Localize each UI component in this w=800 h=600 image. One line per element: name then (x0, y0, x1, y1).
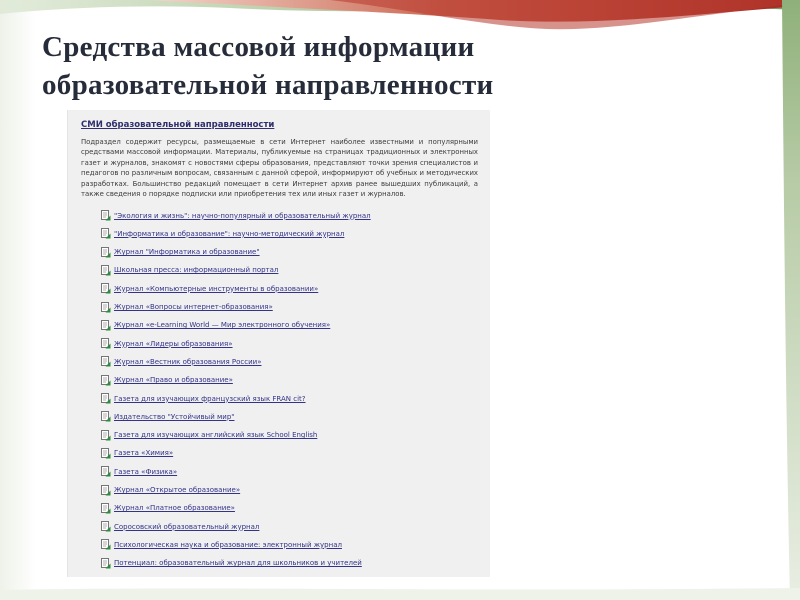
document-icon (100, 485, 111, 496)
document-icon (100, 228, 111, 239)
list-item[interactable] (100, 408, 478, 426)
resource-link[interactable]: Психологическая наука и образование: электронный журнал (114, 540, 342, 549)
document-icon (100, 302, 111, 313)
resource-link[interactable]: Журнал «Вестник образования России» (114, 357, 262, 366)
resource-link-list (81, 206, 478, 572)
resource-link[interactable]: Газета для изучающих английский язык School English (114, 431, 318, 440)
resource-link[interactable]: "Информатика и образование": научно-методический журнал (114, 229, 345, 238)
list-item[interactable] (100, 499, 478, 517)
document-icon (100, 503, 111, 514)
resource-link[interactable]: Газета «Физика» (114, 467, 178, 476)
list-item[interactable] (100, 536, 478, 554)
document-icon (100, 265, 111, 276)
resource-link[interactable]: Журнал «e-Learning World — Мир электронного обучения» (114, 321, 331, 330)
list-item[interactable] (100, 316, 478, 334)
resource-link[interactable]: Соросовский образовательный журнал (114, 522, 260, 531)
slide-title (42, 28, 494, 104)
resource-link[interactable]: Журнал «Открытое образование» (114, 486, 241, 495)
document-icon (100, 210, 111, 221)
resource-link[interactable]: Журнал «Платное образование» (114, 504, 235, 513)
document-icon (100, 338, 111, 349)
document-icon (100, 448, 111, 459)
section-heading[interactable]: СМИ образовательной направленности (81, 120, 275, 130)
list-item[interactable] (100, 389, 478, 407)
resource-link[interactable]: "Экология и жизнь": научно-популярный и образовательный журнал (114, 211, 371, 220)
document-icon (100, 356, 111, 367)
list-item[interactable] (100, 243, 478, 261)
document-icon (100, 558, 111, 569)
slide-title-line-1: Средства массовой информации (42, 31, 475, 63)
list-item[interactable] (100, 280, 478, 298)
resource-link[interactable]: Школьная пресса: информационный портал (114, 266, 279, 275)
resource-link[interactable]: Газета для изучающих французский язык FRAN cit? (114, 394, 306, 403)
list-item[interactable] (100, 554, 478, 572)
document-icon (100, 430, 111, 441)
document-icon (100, 466, 111, 477)
resource-link[interactable]: Журнал «Вопросы интернет-образования» (114, 303, 273, 312)
resource-link[interactable]: Газета «Химия» (114, 449, 174, 458)
document-icon (100, 539, 111, 550)
document-icon (100, 411, 111, 422)
list-item[interactable] (100, 335, 478, 353)
embedded-page-screenshot (67, 110, 490, 577)
document-icon (100, 393, 111, 404)
list-item[interactable] (100, 481, 478, 499)
resource-link[interactable]: Журнал «Компьютерные инструменты в образовании» (114, 284, 319, 293)
resource-link[interactable]: Издательство "Устойчивый мир" (114, 412, 235, 421)
list-item[interactable] (100, 371, 478, 389)
resource-link[interactable]: Журнал "Информатика и образование" (114, 248, 260, 257)
list-item[interactable] (100, 225, 478, 243)
list-item[interactable] (100, 261, 478, 279)
section-description: Подраздел содержит ресурсы, размещаемые в сети Интернет наиболее известными и популярными средствами массовой информации. Материалы, публикуемые на страницах традиционных и электронных газет и журналов, знакомят с новостями сферы образования, представляют точки зрения специалистов и педагогов по различным вопросам, связанным с данной сферой, информируют об учебных и методических разработках. Большинство редакций помещает в сети Интернет архив ранее вышедших публикаций, а также сведения о порядке подписки или приобретения тех или иных газет и журналов. (81, 138, 478, 199)
document-icon (100, 283, 111, 294)
list-item[interactable] (100, 206, 478, 224)
list-item[interactable] (100, 463, 478, 481)
list-item[interactable] (100, 426, 478, 444)
document-icon (100, 247, 111, 258)
resource-link[interactable]: Потенциал: образовательный журнал для школьников и учителей (114, 559, 362, 568)
document-icon (100, 320, 111, 331)
resource-link[interactable]: Журнал «Право и образование» (114, 376, 233, 385)
list-item[interactable] (100, 298, 478, 316)
list-item[interactable] (100, 444, 478, 462)
document-icon (100, 375, 111, 386)
document-icon (100, 521, 111, 532)
slide-title-line-2: образовательной направленности (42, 69, 494, 101)
list-item[interactable] (100, 517, 478, 535)
list-item[interactable] (100, 353, 478, 371)
resource-link[interactable]: Журнал «Лидеры образования» (114, 339, 233, 348)
